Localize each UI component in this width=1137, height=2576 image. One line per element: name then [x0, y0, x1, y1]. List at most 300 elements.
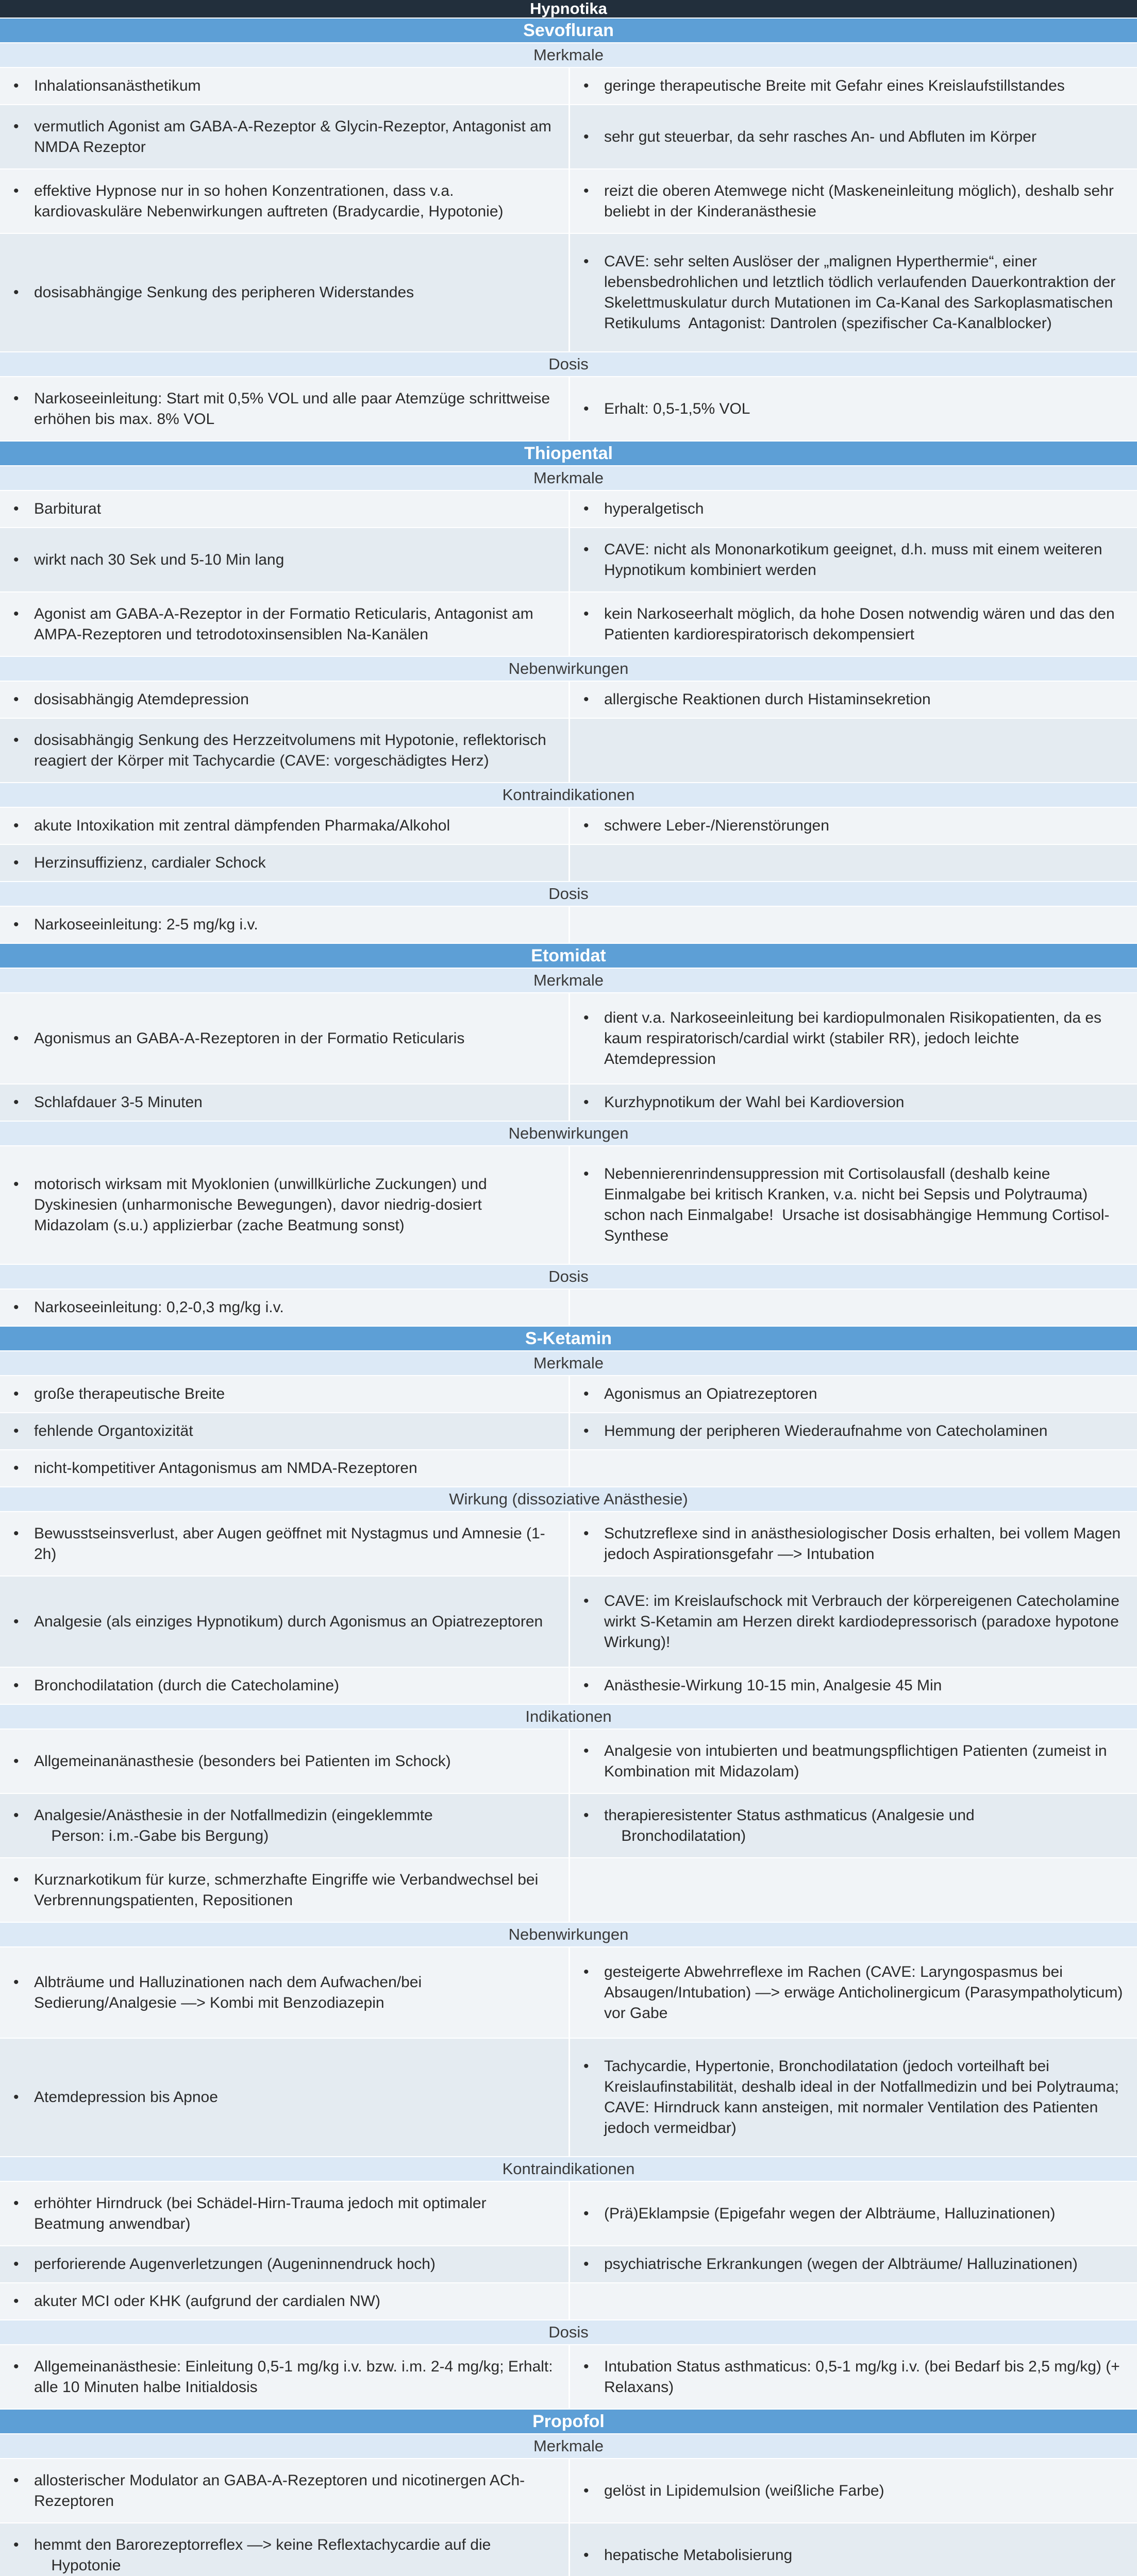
cell-text: vermutlich Agonist am GABA-A-Rezeptor & Glycin-Rezeptor, Antagonist am NMDA Rezeptor	[34, 117, 556, 156]
bullet-icon: •	[583, 1963, 589, 1980]
bullet-icon: •	[583, 1806, 589, 1824]
table-row	[0, 490, 1137, 527]
bullet-icon: •	[13, 284, 19, 301]
bullet-icon: •	[583, 1742, 589, 1759]
subsection-header: Merkmale	[0, 968, 1137, 992]
list-item	[13, 2087, 218, 2108]
list-item	[13, 853, 266, 873]
table-row	[0, 2458, 1137, 2522]
bullet-icon: •	[583, 1524, 589, 1542]
list-item	[583, 2357, 1129, 2398]
list-item	[13, 2193, 560, 2234]
cell-text: therapieresistenter Status asthmaticus (Analgesie und Bronchodilatation)	[604, 1806, 975, 1844]
bullet-icon: •	[583, 605, 589, 622]
subsection-header: Nebenwirkungen	[0, 1922, 1137, 1946]
bullet-icon: •	[13, 2256, 19, 2273]
left-cell	[0, 592, 568, 656]
cell-text: Agonist am GABA-A-Rezeptor in der Formatio Reticularis, Antagonist am AMPA-Rezeptoren und tetrodotoxinsensiblen Na-Kanälen	[34, 605, 537, 643]
bullet-icon: •	[583, 1009, 589, 1026]
cell-text: Atemdepression bis Apnoe	[34, 2089, 218, 2106]
right-cell	[568, 1084, 1137, 1121]
right-cell	[568, 2459, 1137, 2522]
cell-text: Anästhesie-Wirkung 10-15 min, Analgesie 45 Min	[604, 1677, 942, 1694]
cell-text: motorisch wirksam mit Myoklonien (unwillkürliche Zuckungen) und Dyskinesien (unharmonische Bewegungen), davor niedrig-dosiert Midazolam (s.u.) applizierbar (zache Beatmung sonst)	[34, 1176, 491, 1234]
left-cell	[0, 2345, 568, 2409]
bullet-icon: •	[13, 1094, 19, 1111]
left-cell	[0, 1290, 568, 1326]
bullet-icon: •	[13, 117, 19, 135]
right-cell	[568, 1290, 1137, 1326]
list-item	[13, 2535, 491, 2576]
left-cell	[0, 993, 568, 1083]
cell-text: Intubation Status asthmaticus: 0,5-1 mg/kg i.v. (bei Bedarf bis 2,5 mg/kg) (+ Relaxans)	[604, 2358, 1125, 2396]
table-title: Hypnotika	[0, 0, 1137, 18]
list-item	[583, 1962, 1129, 2024]
list-item	[583, 1675, 942, 1696]
list-item	[13, 2291, 380, 2312]
bullet-icon: •	[13, 500, 19, 517]
list-item	[583, 499, 704, 519]
cell-text: Kurzhypnotikum der Wahl bei Kardioversion	[604, 1094, 905, 1111]
bullet-icon: •	[583, 2482, 589, 2499]
cell-text: Analgesie/Anästhesie in der Notfallmedizin (eingeklemmte Person: i.m.-Gabe bis Bergung)	[34, 1806, 433, 1844]
bullet-icon: •	[583, 182, 589, 199]
table-row	[0, 1575, 1137, 1667]
list-item	[13, 2357, 560, 2398]
right-cell	[568, 528, 1137, 591]
bullet-icon: •	[583, 2205, 589, 2222]
right-cell	[568, 2246, 1137, 2282]
cell-text: Narkoseeinleitung: 0,2-0,3 mg/kg i.v.	[34, 1299, 284, 1316]
right-cell	[568, 1730, 1137, 1793]
list-item	[13, 1972, 560, 2013]
cell-text: hepatische Metabolisierung	[604, 2546, 793, 2564]
left-cell	[0, 105, 568, 168]
subsection-header: Indikationen	[0, 1704, 1137, 1728]
bullet-icon: •	[583, 400, 589, 417]
right-cell	[568, 907, 1137, 943]
bullet-icon: •	[583, 1165, 589, 1182]
list-item	[583, 181, 1129, 222]
subsection-header: Merkmale	[0, 1350, 1137, 1375]
list-item	[13, 1028, 464, 1049]
bullet-icon: •	[13, 731, 19, 749]
cell-text: wirkt nach 30 Sek und 5-10 Min lang	[34, 551, 285, 568]
cell-text: kein Narkoseerhalt möglich, da hohe Dosen notwendig wären und das den Patienten kardiorespiratorisch dekompensiert	[604, 605, 1119, 643]
left-cell	[0, 1413, 568, 1449]
subsection-header: Nebenwirkungen	[0, 1121, 1137, 1145]
cell-text: Hemmung der peripheren Wiederaufnahme von Catecholaminen	[604, 1422, 1048, 1439]
right-cell	[568, 845, 1137, 881]
right-cell	[568, 2283, 1137, 2319]
left-cell	[0, 1084, 568, 1121]
cell-text: CAVE: im Kreislaufschock mit Verbrauch der körpereigenen Catecholamine wirkt S-Ketamin am Herzen direkt kardiodepressorisch (paradoxe hypotone Wirkung)!	[604, 1592, 1124, 1651]
bullet-icon: •	[13, 1613, 19, 1630]
right-cell	[568, 377, 1137, 440]
right-cell	[568, 1376, 1137, 1412]
right-cell	[568, 68, 1137, 104]
left-cell	[0, 1794, 568, 1857]
subsection-header: Kontraindikationen	[0, 2156, 1137, 2181]
list-item	[583, 399, 750, 419]
table-row	[0, 844, 1137, 881]
cell-text: psychiatrische Erkrankungen (wegen der Albträume/ Halluzinationen)	[604, 2256, 1078, 2273]
left-cell	[0, 719, 568, 782]
cell-text: geringe therapeutische Breite mit Gefahr eines Kreislaufstillstandes	[604, 77, 1065, 94]
table-row	[0, 168, 1137, 233]
bullet-icon: •	[583, 1422, 589, 1439]
cell-text: akute Intoxikation mit zentral dämpfenden Pharmaka/Alkohol	[34, 817, 450, 834]
cell-text: Bronchodilatation (durch die Catecholamine)	[34, 1677, 340, 1694]
list-item	[583, 2056, 1129, 2139]
table-row	[0, 2282, 1137, 2319]
list-item	[13, 730, 560, 771]
right-cell	[568, 1512, 1137, 1575]
list-item	[583, 2204, 1055, 2224]
right-cell	[568, 1947, 1137, 2038]
cell-text: allosterischer Modulator an GABA-A-Rezeptoren und nicotinergen ACh-Rezeptoren	[34, 2471, 525, 2510]
subsection-header: Dosis	[0, 881, 1137, 906]
bullet-icon: •	[13, 1385, 19, 1402]
cell-text: Analgesie (als einziges Hypnotikum) durch Agonismus an Opiatrezeptoren	[34, 1613, 543, 1630]
list-item	[583, 1591, 1129, 1653]
bullet-icon: •	[13, 1029, 19, 1047]
bullet-icon: •	[13, 1422, 19, 1439]
list-item	[13, 388, 560, 430]
table-row	[0, 807, 1137, 844]
cell-text: Narkoseeinleitung: Start mit 0,5% VOL und alle paar Atemzüge schrittweise erhöhen bis max. 8% VOL	[34, 389, 555, 428]
left-cell	[0, 907, 568, 943]
cell-text: hemmt den Barorezeptorreflex —> keine Reflextachycardie auf die Hypotonie	[34, 2536, 491, 2574]
cell-text: gelöst in Lipidemulsion (weißliche Farbe)	[604, 2482, 884, 2499]
cell-text: Schutzreflexe sind in anästhesiologischer Dosis erhalten, bei vollem Magen jedoch Aspirationsgefahr —> Intubation	[604, 1524, 1125, 1563]
list-item	[13, 604, 560, 645]
list-item	[583, 604, 1129, 645]
bullet-icon: •	[13, 1524, 19, 1542]
right-cell	[568, 1577, 1137, 1667]
subsection-header: Merkmale	[0, 465, 1137, 490]
right-cell	[568, 1413, 1137, 1449]
drug-section	[0, 440, 1137, 943]
list-item	[13, 1458, 417, 1479]
left-cell	[0, 1376, 568, 1412]
cell-text: allergische Reaktionen durch Histaminsekretion	[604, 691, 931, 708]
table-row	[0, 591, 1137, 656]
cell-text: fehlende Organtoxizität	[34, 1422, 193, 1439]
cell-text: hyperalgetisch	[604, 500, 704, 517]
left-cell	[0, 2246, 568, 2282]
bullet-icon: •	[583, 2256, 589, 2273]
table-row	[0, 2181, 1137, 2245]
drug-header: Thiopental	[0, 440, 1137, 465]
cell-text: nicht-kompetitiver Antagonismus am NMDA-Rezeptoren	[34, 1460, 417, 1477]
drug-header: Sevofluran	[0, 18, 1137, 42]
right-cell	[568, 1668, 1137, 1704]
bullet-icon: •	[13, 551, 19, 568]
bullet-icon: •	[583, 2358, 589, 2375]
list-item	[13, 1805, 433, 1846]
table-row	[0, 1289, 1137, 1326]
cell-text: Allgemeinanänasthesie (besonders bei Patienten im Schock)	[34, 1752, 451, 1770]
bullet-icon: •	[583, 128, 589, 145]
list-item	[13, 914, 258, 935]
cell-text: Kurznarkotikum für kurze, schmerzhafte Eingriffe wie Verbandwechsel bei Verbrennungspatienten, Repositionen	[34, 1871, 543, 1909]
bullet-icon: •	[583, 691, 589, 708]
table-row	[0, 2245, 1137, 2282]
list-item	[13, 1751, 451, 1772]
list-item	[13, 2254, 436, 2275]
right-cell	[568, 1450, 1137, 1486]
bullet-icon: •	[13, 2536, 19, 2553]
cell-text: Nebennierenrindensuppression mit Cortisolausfall (deshalb keine Einmalgabe bei kritisch Kranken, v.a. nicht bei Sepsis und Polytrauma) schon nach Einmalgabe! Ursache ist dosisabhängige Hemmung Cortisol-Synthese	[604, 1165, 1110, 1244]
bullet-icon: •	[583, 1677, 589, 1694]
left-cell	[0, 1512, 568, 1575]
left-cell	[0, 68, 568, 104]
left-cell	[0, 682, 568, 718]
list-item	[13, 1384, 225, 1404]
bullet-icon: •	[13, 2194, 19, 2212]
table-row	[0, 2344, 1137, 2409]
table-row	[0, 1412, 1137, 1449]
right-cell	[568, 2182, 1137, 2245]
list-item	[13, 1523, 560, 1565]
left-cell	[0, 1730, 568, 1793]
left-cell	[0, 377, 568, 440]
drug-section	[0, 1326, 1137, 2409]
list-item	[583, 689, 931, 710]
bullet-icon: •	[13, 1677, 19, 1694]
list-item	[583, 1421, 1047, 1442]
cell-text: sehr gut steuerbar, da sehr rasches An- und Abfluten im Körper	[604, 128, 1036, 145]
cell-text: effektive Hypnose nur in so hohen Konzentrationen, dass v.a. kardiovaskuläre Nebenwirkungen auftreten (Bradycardie, Hypotonie)	[34, 182, 504, 220]
cell-text: gesteigerte Abwehrreflexe im Rachen (CAVE: Laryngospasmus bei Absaugen/Intubation) —> erwäge Anticholinergicum (Parasympatholyticum) vor Gabe	[604, 1963, 1127, 2022]
drug-section	[0, 2409, 1137, 2576]
left-cell	[0, 2459, 568, 2522]
bullet-icon: •	[13, 1460, 19, 1477]
table-row	[0, 1375, 1137, 1412]
cell-text: Barbiturat	[34, 500, 102, 517]
list-item	[13, 116, 560, 158]
bullet-icon: •	[13, 1176, 19, 1193]
table-row	[0, 1145, 1137, 1264]
list-item	[13, 282, 414, 303]
bullet-icon: •	[13, 916, 19, 933]
left-cell	[0, 234, 568, 351]
left-cell	[0, 170, 568, 233]
left-cell	[0, 1668, 568, 1704]
cell-text: Albträume und Halluzinationen nach dem Aufwachen/bei Sedierung/Analgesie —> Kombi mit Benzodiazepin	[34, 1973, 426, 2011]
cell-text: dosisabhängig Senkung des Herzzeitvolumens mit Hypotonie, reflektorisch reagiert der Körper mit Tachycardie (CAVE: vorgeschädigtes Herz)	[34, 731, 551, 769]
list-item	[583, 816, 829, 836]
list-item	[13, 76, 201, 96]
list-item	[13, 1675, 339, 1696]
cell-text: perforierende Augenverletzungen (Augeninnendruck hoch)	[34, 2256, 436, 2273]
subsection-header: Nebenwirkungen	[0, 656, 1137, 681]
right-cell	[568, 2345, 1137, 2409]
left-cell	[0, 2182, 568, 2245]
left-cell	[0, 1450, 568, 1486]
bullet-icon: •	[583, 1385, 589, 1402]
bullet-icon: •	[583, 2546, 589, 2564]
cell-text: dosisabhängig Atemdepression	[34, 691, 249, 708]
table-row	[0, 2038, 1137, 2156]
cell-text: Narkoseeinleitung: 2-5 mg/kg i.v.	[34, 916, 258, 933]
left-cell	[0, 2039, 568, 2156]
right-cell	[568, 1858, 1137, 1922]
bullet-icon: •	[583, 77, 589, 94]
subsection-header: Kontraindikationen	[0, 782, 1137, 807]
bullet-icon: •	[583, 2058, 589, 2075]
bullet-icon: •	[583, 817, 589, 834]
cell-text: große therapeutische Breite	[34, 1385, 225, 1402]
bullet-icon: •	[13, 2358, 19, 2375]
bullet-icon: •	[13, 1871, 19, 1888]
list-item	[583, 1805, 975, 1846]
list-item	[13, 499, 101, 519]
list-item	[13, 1421, 193, 1442]
list-item	[583, 1523, 1129, 1565]
bullet-icon: •	[13, 1299, 19, 1316]
bullet-icon: •	[583, 500, 589, 517]
table-body	[0, 18, 1137, 2576]
table-row	[0, 1449, 1137, 1486]
list-item	[13, 1870, 560, 1911]
table-row	[0, 992, 1137, 1083]
list-item	[583, 1008, 1129, 1070]
table-row	[0, 104, 1137, 168]
drug-header: Etomidat	[0, 943, 1137, 968]
bullet-icon: •	[13, 389, 19, 407]
list-item	[583, 539, 1129, 581]
right-cell	[568, 993, 1137, 1083]
bullet-icon: •	[13, 854, 19, 871]
left-cell	[0, 808, 568, 844]
left-cell	[0, 1858, 568, 1922]
list-item	[583, 127, 1036, 147]
bullet-icon: •	[13, 605, 19, 622]
table-row	[0, 906, 1137, 943]
cell-text: Analgesie von intubierten und beatmungspflichtigen Patienten (zumeist in Kombination mit Midazolam)	[604, 1742, 1111, 1780]
left-cell	[0, 1947, 568, 2038]
subsection-header: Dosis	[0, 2319, 1137, 2344]
left-cell	[0, 1577, 568, 1667]
drug-header: S-Ketamin	[0, 1326, 1137, 1350]
right-cell	[568, 1146, 1137, 1264]
table-row	[0, 718, 1137, 782]
subsection-header: Merkmale	[0, 2433, 1137, 2458]
table-row	[0, 681, 1137, 718]
cell-text: erhöhter Hirndruck (bei Schädel-Hirn-Trauma jedoch mit optimaler Beatmung anwendbar)	[34, 2194, 491, 2232]
right-cell	[568, 234, 1137, 351]
right-cell	[568, 682, 1137, 718]
list-item	[13, 689, 249, 710]
list-item	[13, 1612, 543, 1632]
right-cell	[568, 170, 1137, 233]
subsection-header: Dosis	[0, 1264, 1137, 1289]
cell-text: (Prä)Eklampsie (Epigefahr wegen der Albträume, Halluzinationen)	[604, 2205, 1056, 2222]
cell-text: CAVE: sehr selten Auslöser der „malignen Hyperthermie“, einer lebensbedrohlichen und letztlich tödlich verlaufenden Dauerkontraktion der Skelettmuskulatur durch Mutationen im Ca-Kanal des Sarkoplasmatischen Retikulums Antagonist: Dantrolen (spezifischer Ca-Kanalblocker)	[604, 253, 1120, 332]
list-item	[583, 251, 1129, 334]
list-item	[13, 181, 560, 222]
left-cell	[0, 2523, 568, 2576]
bullet-icon: •	[13, 1806, 19, 1824]
bullet-icon: •	[13, 2293, 19, 2310]
drug-section	[0, 943, 1137, 1326]
list-item	[583, 1741, 1129, 1782]
list-item	[583, 1092, 905, 1113]
table-row	[0, 1511, 1137, 1575]
cell-text: Schlafdauer 3-5 Minuten	[34, 1094, 203, 1111]
table-row	[0, 1083, 1137, 1121]
bullet-icon: •	[13, 182, 19, 199]
right-cell	[568, 491, 1137, 527]
list-item	[13, 1297, 284, 1318]
subsection-header: Merkmale	[0, 42, 1137, 67]
bullet-icon: •	[13, 77, 19, 94]
left-cell	[0, 845, 568, 881]
cell-text: dosisabhängige Senkung des peripheren Widerstandes	[34, 284, 414, 301]
list-item	[13, 1174, 560, 1236]
cell-text: dient v.a. Narkoseeinleitung bei kardiopulmonalen Risikopatienten, da es kaum respiratorisch/cardial wirkt (stabiler RR), jedoch leichte Atemdepression	[604, 1009, 1106, 1067]
list-item	[583, 2481, 884, 2501]
table-row	[0, 527, 1137, 591]
cell-text: Allgemeinanästhesie: Einleitung 0,5-1 mg/kg i.v. bzw. i.m. 2-4 mg/kg; Erhalt: alle 10 Minuten halbe Initialdosis	[34, 2358, 557, 2396]
list-item	[583, 2545, 792, 2566]
drug-section	[0, 18, 1137, 440]
list-item	[13, 816, 450, 836]
cell-text: schwere Leber-/Nierenstörungen	[604, 817, 829, 834]
bullet-icon: •	[13, 691, 19, 708]
right-cell	[568, 105, 1137, 168]
left-cell	[0, 2283, 568, 2319]
bullet-icon: •	[583, 540, 589, 558]
list-item	[13, 2470, 560, 2512]
list-item	[583, 1384, 817, 1404]
table-row	[0, 1857, 1137, 1922]
table-row	[0, 2522, 1137, 2576]
bullet-icon: •	[13, 817, 19, 834]
list-item	[583, 1164, 1129, 1246]
cell-text: akuter MCI oder KHK (aufgrund der cardialen NW)	[34, 2293, 380, 2310]
table-row	[0, 1793, 1137, 1857]
cell-text: Agonismus an GABA-A-Rezeptoren in der Formatio Reticularis	[34, 1029, 465, 1047]
cell-text: Tachycardie, Hypertonie, Bronchodilatation (jedoch vorteilhaft bei Kreislaufinstabilität, deshalb ideal in der Notfallmedizin und bei Polytrauma; CAVE: Hirndruck kann ansteigen, mit normaler Ventilation des Patienten jedoch vermeidbar)	[604, 2058, 1124, 2137]
bullet-icon: •	[583, 253, 589, 270]
table-row	[0, 1667, 1137, 1704]
subsection-header: Dosis	[0, 351, 1137, 376]
cell-text: Agonismus an Opiatrezeptoren	[604, 1385, 817, 1402]
table-row	[0, 1946, 1137, 2038]
bullet-icon: •	[13, 2471, 19, 2489]
bullet-icon: •	[13, 1973, 19, 1991]
cell-text: Inhalationsanästhetikum	[34, 77, 201, 94]
right-cell	[568, 592, 1137, 656]
list-item	[13, 550, 284, 570]
cell-text: Erhalt: 0,5-1,5% VOL	[604, 400, 750, 417]
left-cell	[0, 528, 568, 591]
list-item	[13, 1092, 203, 1113]
bullet-icon: •	[583, 1592, 589, 1609]
drug-header: Propofol	[0, 2409, 1137, 2433]
bullet-icon: •	[13, 2089, 19, 2106]
right-cell	[568, 808, 1137, 844]
table-row	[0, 233, 1137, 351]
right-cell	[568, 2523, 1137, 2576]
left-cell	[0, 1146, 568, 1264]
table-row	[0, 376, 1137, 440]
bullet-icon: •	[583, 1094, 589, 1111]
cell-text: CAVE: nicht als Mononarkotikum geeignet, d.h. muss mit einem weiteren Hypnotikum kombiniert werden	[604, 540, 1107, 579]
